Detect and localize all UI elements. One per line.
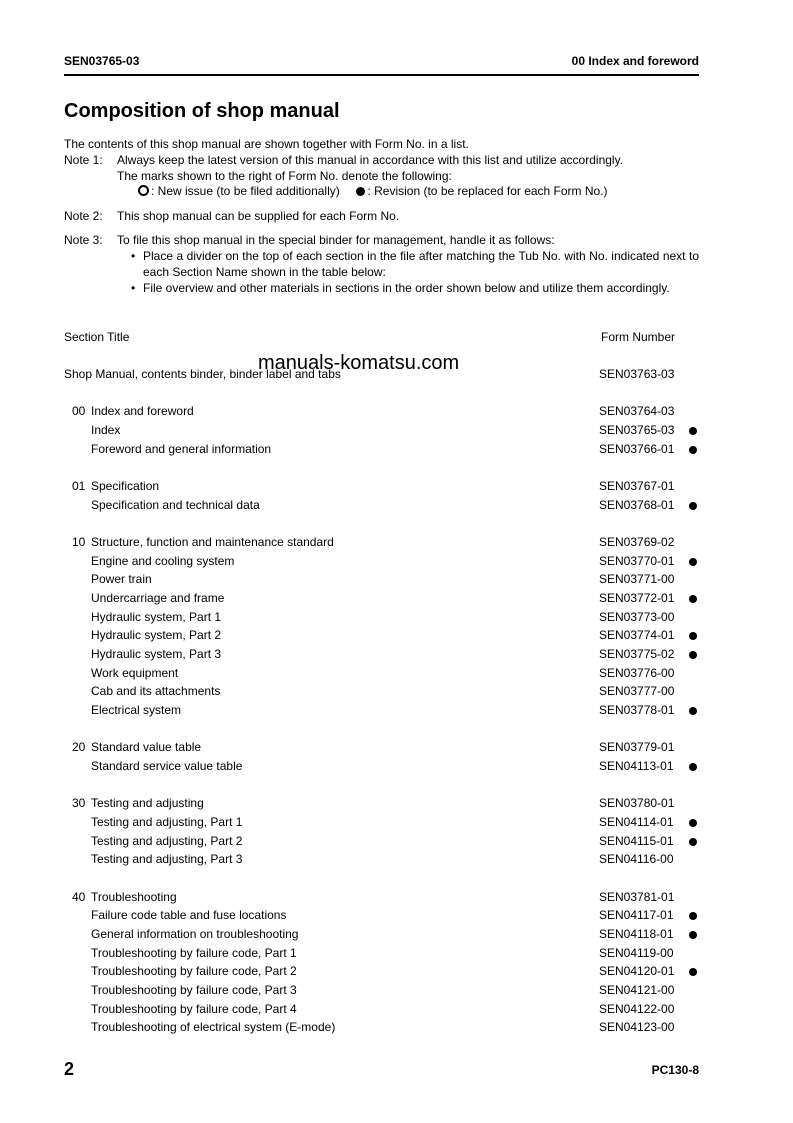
form-number: SEN04120-01 bbox=[599, 964, 675, 978]
form-number: SEN03778-01 bbox=[599, 703, 675, 717]
table-row bbox=[0, 498, 793, 516]
form-number: SEN03769-02 bbox=[599, 535, 675, 549]
revision-mark-icon bbox=[689, 558, 697, 566]
table-row bbox=[0, 852, 793, 870]
table-row bbox=[0, 890, 793, 908]
form-number: SEN03768-01 bbox=[599, 498, 675, 512]
model-number: PC130-8 bbox=[651, 1063, 699, 1077]
section-number: 01 bbox=[72, 479, 86, 493]
section-number: 20 bbox=[72, 740, 86, 754]
section-name: Troubleshooting by failure code, Part 1 bbox=[91, 946, 297, 960]
table-row bbox=[0, 1020, 793, 1038]
form-number: SEN03771-00 bbox=[599, 572, 675, 586]
mark-new-text: : New issue (to be filed additionally) bbox=[151, 184, 340, 198]
section-name: Shop Manual, contents binder, binder label and tabs bbox=[64, 367, 341, 381]
section-name: Troubleshooting bbox=[91, 890, 177, 904]
page-number: 2 bbox=[64, 1059, 75, 1079]
section-name: Standard service value table bbox=[91, 759, 243, 773]
section-name: General information on troubleshooting bbox=[91, 927, 299, 941]
revision-mark-icon bbox=[689, 819, 697, 827]
section-name: Testing and adjusting, Part 1 bbox=[91, 815, 243, 829]
note2-text: This shop manual can be supplied for each Form No. bbox=[117, 209, 400, 223]
form-number: SEN03770-01 bbox=[599, 554, 675, 568]
table-row bbox=[0, 703, 793, 721]
column-header-form-number: Form Number bbox=[601, 330, 676, 344]
mark-revision-text: : Revision (to be replaced for each Form No.) bbox=[367, 184, 608, 198]
table-row bbox=[0, 442, 793, 460]
revision-mark-icon bbox=[689, 912, 697, 920]
section-name: Troubleshooting by failure code, Part 2 bbox=[91, 964, 297, 978]
revision-mark-icon bbox=[689, 427, 697, 435]
column-header-section-title: Section Title bbox=[64, 330, 130, 344]
revision-mark-icon bbox=[689, 931, 697, 939]
section-name: Hydraulic system, Part 3 bbox=[91, 647, 222, 661]
header-section: 00 Index and foreword bbox=[571, 54, 699, 68]
header-doc-code: SEN03765-03 bbox=[64, 54, 140, 68]
section-name: Index bbox=[91, 423, 121, 437]
form-number: SEN03772-01 bbox=[599, 591, 675, 605]
table-row bbox=[0, 927, 793, 945]
section-name: Hydraulic system, Part 1 bbox=[91, 610, 222, 624]
table-row bbox=[0, 404, 793, 422]
form-number: SEN03781-01 bbox=[599, 890, 675, 904]
table-row bbox=[0, 1002, 793, 1020]
form-number: SEN03773-00 bbox=[599, 610, 675, 624]
section-number: 00 bbox=[72, 404, 86, 418]
revision-mark-icon bbox=[689, 446, 697, 454]
table-row bbox=[0, 740, 793, 758]
section-name: Specification bbox=[91, 479, 160, 493]
table-row bbox=[0, 759, 793, 777]
section-name: Cab and its attachments bbox=[91, 684, 221, 698]
form-number: SEN03763-03 bbox=[599, 367, 675, 381]
revision-mark-icon bbox=[689, 651, 697, 659]
form-number: SEN04114-01 bbox=[599, 815, 674, 829]
section-name: Failure code table and fuse locations bbox=[91, 908, 287, 922]
section-number: 30 bbox=[72, 796, 86, 810]
bullet-text: File overview and other materials in sections in the order shown below and utilize them accordingly. bbox=[143, 281, 670, 295]
note1-text2: The marks shown to the right of Form No. denote the following: bbox=[117, 169, 452, 183]
revision-mark-icon bbox=[689, 968, 697, 976]
revision-mark-icon bbox=[689, 838, 697, 846]
revision-mark-icon bbox=[356, 187, 365, 196]
section-name: Troubleshooting by failure code, Part 4 bbox=[91, 1002, 297, 1016]
table-row bbox=[0, 964, 793, 982]
section-name: Troubleshooting by failure code, Part 3 bbox=[91, 983, 297, 997]
revision-mark-icon bbox=[689, 763, 697, 771]
table-row bbox=[0, 647, 793, 665]
form-number: SEN03780-01 bbox=[599, 796, 675, 810]
form-number: SEN03776-00 bbox=[599, 666, 675, 680]
revision-mark-icon bbox=[689, 502, 697, 510]
note2-label: Note 2: bbox=[64, 209, 103, 223]
table-row bbox=[0, 815, 793, 833]
intro-line: The contents of this shop manual are shown together with Form No. in a list. bbox=[64, 137, 469, 151]
form-number: SEN04113-01 bbox=[599, 759, 674, 773]
section-number: 10 bbox=[72, 535, 86, 549]
section-name: Testing and adjusting, Part 2 bbox=[91, 834, 243, 848]
form-number: SEN03779-01 bbox=[599, 740, 675, 754]
form-number: SEN04116-00 bbox=[599, 852, 674, 866]
section-name: Hydraulic system, Part 2 bbox=[91, 628, 222, 642]
table-row bbox=[0, 535, 793, 553]
marks-legend bbox=[138, 183, 608, 199]
section-name: Structure, function and maintenance standard bbox=[91, 535, 334, 549]
table-row bbox=[0, 796, 793, 814]
note3-label: Note 3: bbox=[64, 233, 103, 247]
form-number: SEN04115-01 bbox=[599, 834, 674, 848]
form-number: SEN04118-01 bbox=[599, 927, 674, 941]
table-row bbox=[0, 684, 793, 702]
section-name: Index and foreword bbox=[91, 404, 194, 418]
form-number: SEN03767-01 bbox=[599, 479, 675, 493]
watermark: manuals-komatsu.com bbox=[258, 352, 460, 374]
bullet-dot-icon: • bbox=[131, 249, 136, 263]
form-number: SEN03765-03 bbox=[599, 423, 675, 437]
form-number: SEN03775-02 bbox=[599, 647, 675, 661]
form-number: SEN03777-00 bbox=[599, 684, 675, 698]
section-name: Engine and cooling system bbox=[91, 554, 235, 568]
section-name: Electrical system bbox=[91, 703, 182, 717]
table-row bbox=[0, 666, 793, 684]
form-number: SEN04119-00 bbox=[599, 946, 674, 960]
section-name: Foreword and general information bbox=[91, 442, 272, 456]
table-row bbox=[0, 423, 793, 441]
table-row bbox=[0, 554, 793, 572]
bullet-dot-icon: • bbox=[131, 281, 136, 295]
table-row bbox=[0, 834, 793, 852]
section-name: Troubleshooting of electrical system (E-mode) bbox=[91, 1020, 336, 1034]
new-issue-mark-icon bbox=[138, 185, 149, 196]
table-row bbox=[0, 628, 793, 646]
table-row bbox=[0, 572, 793, 590]
form-number: SEN04121-00 bbox=[599, 983, 675, 997]
header-rule bbox=[64, 74, 699, 76]
table-row bbox=[0, 908, 793, 926]
section-name: Testing and adjusting, Part 3 bbox=[91, 852, 243, 866]
table-row bbox=[0, 610, 793, 628]
section-name: Specification and technical data bbox=[91, 498, 260, 512]
section-name: Testing and adjusting bbox=[91, 796, 204, 810]
table-row bbox=[0, 983, 793, 1001]
table-row bbox=[0, 591, 793, 609]
note1-label: Note 1: bbox=[64, 153, 103, 167]
section-name: Standard value table bbox=[91, 740, 202, 754]
page-title: Composition of shop manual bbox=[64, 100, 340, 122]
section-name: Undercarriage and frame bbox=[91, 591, 225, 605]
revision-mark-icon bbox=[689, 707, 697, 715]
table-row bbox=[0, 479, 793, 497]
revision-mark-icon bbox=[689, 632, 697, 640]
section-name: Power train bbox=[91, 572, 152, 586]
form-number: SEN03774-01 bbox=[599, 628, 675, 642]
section-name: Work equipment bbox=[91, 666, 179, 680]
form-number: SEN04122-00 bbox=[599, 1002, 675, 1016]
note1-text: Always keep the latest version of this manual in accordance with this list and utilize accordingly. bbox=[117, 153, 624, 167]
bullet-text: Place a divider on the top of each section in the file after matching the Tub No. with No. indicated next to each Section Name shown in the table below: bbox=[143, 249, 699, 279]
revision-mark-icon bbox=[689, 595, 697, 603]
table-row bbox=[0, 946, 793, 964]
form-number: SEN04123-00 bbox=[599, 1020, 675, 1034]
form-number: SEN04117-01 bbox=[599, 908, 674, 922]
form-number: SEN03766-01 bbox=[599, 442, 675, 456]
form-number: SEN03764-03 bbox=[599, 404, 675, 418]
note3-text: To file this shop manual in the special binder for management, handle it as follows: bbox=[117, 233, 555, 247]
section-number: 40 bbox=[72, 890, 86, 904]
